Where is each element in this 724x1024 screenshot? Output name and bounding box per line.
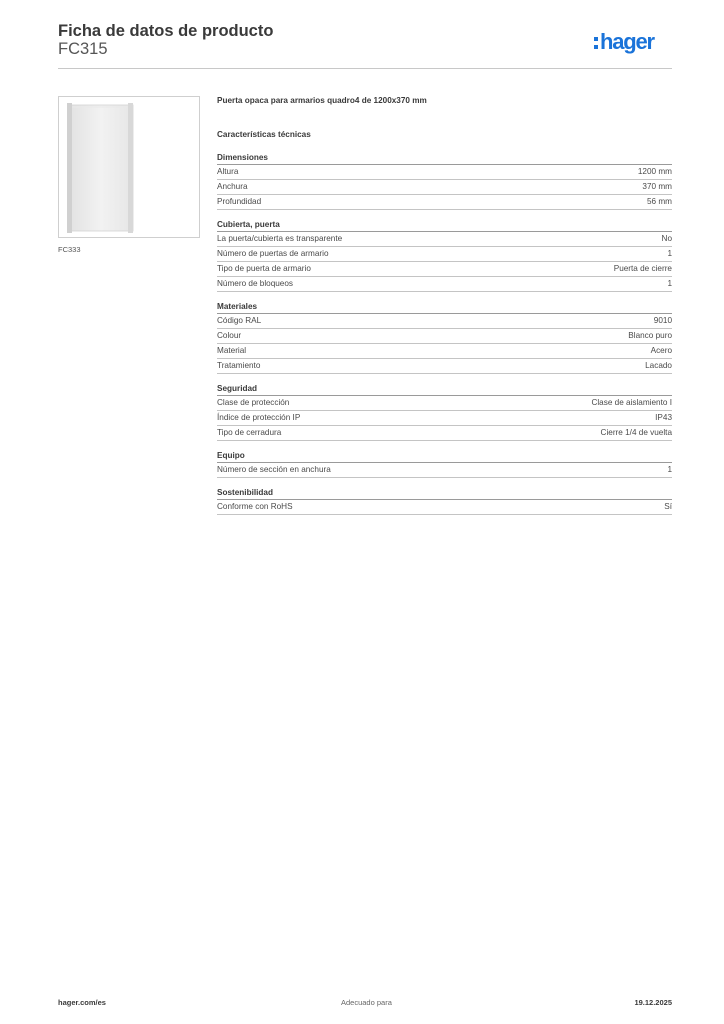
spec-value: 1 <box>667 249 672 258</box>
spec-label: Colour <box>217 331 242 340</box>
door-panel-illustration <box>59 97 199 237</box>
spec-label: Clase de protección <box>217 398 290 407</box>
spec-group <box>217 301 672 374</box>
spec-row <box>217 500 672 515</box>
spec-group <box>217 219 672 292</box>
image-caption: FC333 <box>58 245 81 254</box>
spec-value: 1 <box>667 465 672 474</box>
spec-value: Sí <box>664 502 672 511</box>
product-details <box>217 96 672 515</box>
page-title: Ficha de datos de producto <box>58 22 274 40</box>
spec-group-title: Equipo <box>217 450 672 463</box>
spec-row <box>217 262 672 277</box>
spec-value: Cierre 1/4 de vuelta <box>600 428 672 437</box>
spec-group-title: Seguridad <box>217 383 672 396</box>
spec-label: Índice de protección IP <box>217 413 301 422</box>
spec-label: Tipo de puerta de armario <box>217 264 311 273</box>
footer-date: 19.12.2025 <box>634 998 672 1007</box>
spec-value: No <box>661 234 672 243</box>
spec-group-title: Dimensiones <box>217 152 672 165</box>
hager-logo <box>593 26 675 58</box>
spec-row <box>217 463 672 478</box>
spec-row <box>217 359 672 374</box>
spec-value: Clase de aislamiento I <box>591 398 672 407</box>
header-divider <box>58 68 672 69</box>
spec-groups <box>217 152 672 515</box>
spec-label: Número de puertas de armario <box>217 249 329 258</box>
spec-value: Blanco puro <box>628 331 672 340</box>
footer-website[interactable]: hager.com/es <box>58 998 106 1007</box>
spec-value: 370 mm <box>642 182 672 191</box>
spec-group <box>217 383 672 441</box>
logo-wordmark: hager <box>600 29 654 54</box>
spec-label: La puerta/cubierta es transparente <box>217 234 343 243</box>
spec-row <box>217 180 672 195</box>
product-code: FC315 <box>58 40 108 58</box>
spec-group <box>217 152 672 210</box>
footer-note: Adecuado para <box>341 998 392 1007</box>
spec-heading: Características técnicas <box>217 130 311 139</box>
spec-row <box>217 277 672 292</box>
spec-label: Profundidad <box>217 197 262 206</box>
spec-group-title: Cubierta, puerta <box>217 219 672 232</box>
spec-label: Anchura <box>217 182 248 191</box>
spec-label: Tratamiento <box>217 361 261 370</box>
spec-label: Conforme con RoHS <box>217 502 293 511</box>
spec-label: Número de bloqueos <box>217 279 294 288</box>
spec-row <box>217 247 672 262</box>
spec-value: IP43 <box>655 413 672 422</box>
spec-value: 1200 mm <box>637 167 672 176</box>
spec-value: 1 <box>667 279 672 288</box>
spec-value: 56 mm <box>646 197 672 206</box>
spec-row <box>217 314 672 329</box>
spec-group-title: Sostenibilidad <box>217 487 672 500</box>
spec-value: Lacado <box>645 361 672 370</box>
spec-row <box>217 426 672 441</box>
spec-value: 9010 <box>653 316 672 325</box>
spec-group <box>217 450 672 478</box>
spec-row <box>217 411 672 426</box>
product-description: Puerta opaca para armarios quadro4 de 1200x370 mm <box>217 96 427 105</box>
spec-row <box>217 344 672 359</box>
spec-row <box>217 232 672 247</box>
spec-group <box>217 487 672 515</box>
spec-row <box>217 329 672 344</box>
spec-group-title: Materiales <box>217 301 672 314</box>
spec-label: Código RAL <box>217 316 262 325</box>
spec-value: Puerta de cierre <box>613 264 672 273</box>
spec-row <box>217 165 672 180</box>
spec-label: Tipo de cerradura <box>217 428 282 437</box>
spec-label: Material <box>217 346 247 355</box>
spec-row <box>217 396 672 411</box>
spec-label: Altura <box>217 167 239 176</box>
product-image <box>58 96 200 238</box>
spec-label: Número de sección en anchura <box>217 465 331 474</box>
spec-value: Acero <box>650 346 672 355</box>
spec-row <box>217 195 672 210</box>
